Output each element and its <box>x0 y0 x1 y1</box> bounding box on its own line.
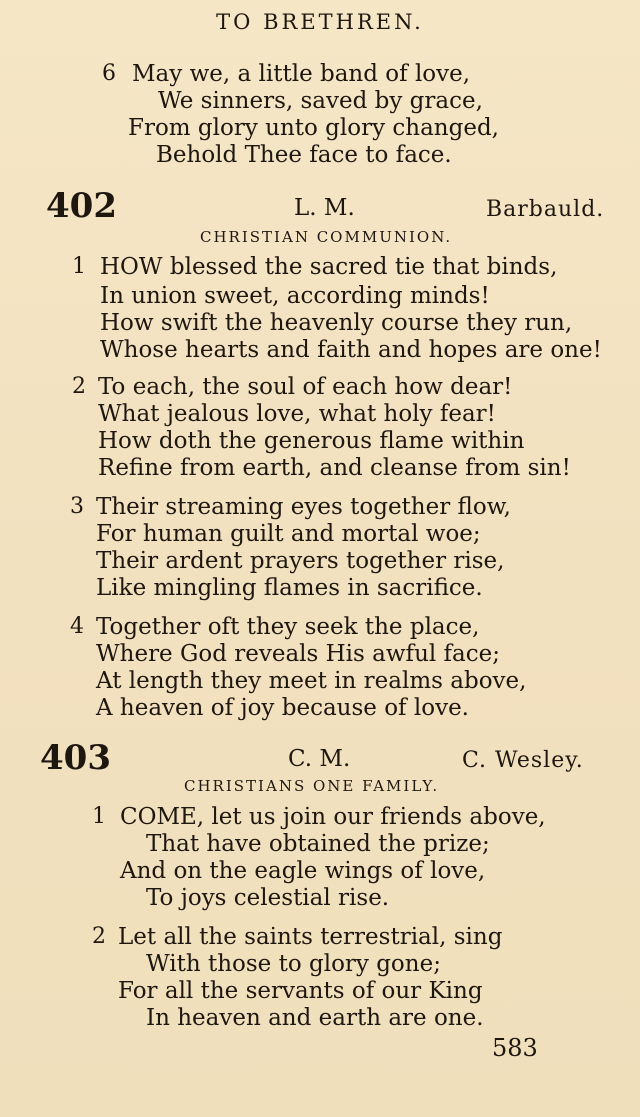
hymn-subject: CHRISTIANS ONE FAMILY. <box>184 777 440 795</box>
verse-line: In union sweet, according minds! <box>100 283 490 309</box>
hymn-meter: C. M. <box>288 746 351 772</box>
verse-line: We sinners, saved by grace, <box>158 88 483 114</box>
verse-line: What jealous love, what holy fear! <box>98 401 496 427</box>
verse-line: Let all the saints terrestrial, sing <box>118 924 503 950</box>
running-head: TO BRETHREN. <box>216 10 424 34</box>
verse-line: That have obtained the prize; <box>146 831 490 857</box>
hymn-author: C. Wesley. <box>462 748 584 773</box>
hymn-number: 402 <box>46 186 117 226</box>
verse-line: Behold Thee face to face. <box>156 142 452 168</box>
verse-line: To joys celestial rise. <box>146 885 390 911</box>
hymn-number: 403 <box>40 738 111 778</box>
verse-line: For human guilt and mortal woe; <box>96 521 481 547</box>
verse-number: 2 <box>92 924 106 949</box>
verse-line: How doth the generous flame within <box>98 428 525 454</box>
verse-number: 1 <box>72 254 86 279</box>
verse-number: 4 <box>70 614 84 639</box>
verse-line: Like mingling flames in sacrifice. <box>96 575 483 601</box>
hymn-author: Barbauld. <box>486 197 605 222</box>
verse-line: Their ardent prayers together rise, <box>96 548 505 574</box>
verse-line: In heaven and earth are one. <box>146 1005 484 1031</box>
verse-line: May we, a little band of love, <box>132 61 471 87</box>
verse-line: HOW blessed the sacred tie that binds, <box>100 254 558 280</box>
verse-line: With those to glory gone; <box>146 951 441 977</box>
verse-line: How swift the heavenly course they run, <box>100 310 573 336</box>
hymn-subject: CHRISTIAN COMMUNION. <box>200 228 453 246</box>
verse-line: Whose hearts and faith and hopes are one! <box>100 337 602 363</box>
verse-line: From glory unto glory changed, <box>128 115 499 141</box>
verse-number: 2 <box>72 374 86 399</box>
verse-number: 3 <box>70 494 84 519</box>
verse-line: Their streaming eyes together flow, <box>96 494 511 520</box>
verse-number: 1 <box>92 804 106 829</box>
verse-line: And on the eagle wings of love, <box>120 858 486 884</box>
hymn-meter: L. M. <box>294 195 355 221</box>
verse-line: A heaven of joy because of love. <box>96 695 469 721</box>
page-number: 583 <box>492 1034 538 1062</box>
verse-line: For all the servants of our King <box>118 978 483 1004</box>
verse-line: To each, the soul of each how dear! <box>98 374 513 400</box>
verse-line: Together oft they seek the place, <box>96 614 480 640</box>
verse-line: Where God reveals His awful face; <box>96 641 501 667</box>
verse-line: At length they meet in realms above, <box>96 668 527 694</box>
verse-number: 6 <box>102 61 116 86</box>
verse-line: Refine from earth, and cleanse from sin! <box>98 455 571 481</box>
verse-line: COME, let us join our friends above, <box>120 804 546 830</box>
